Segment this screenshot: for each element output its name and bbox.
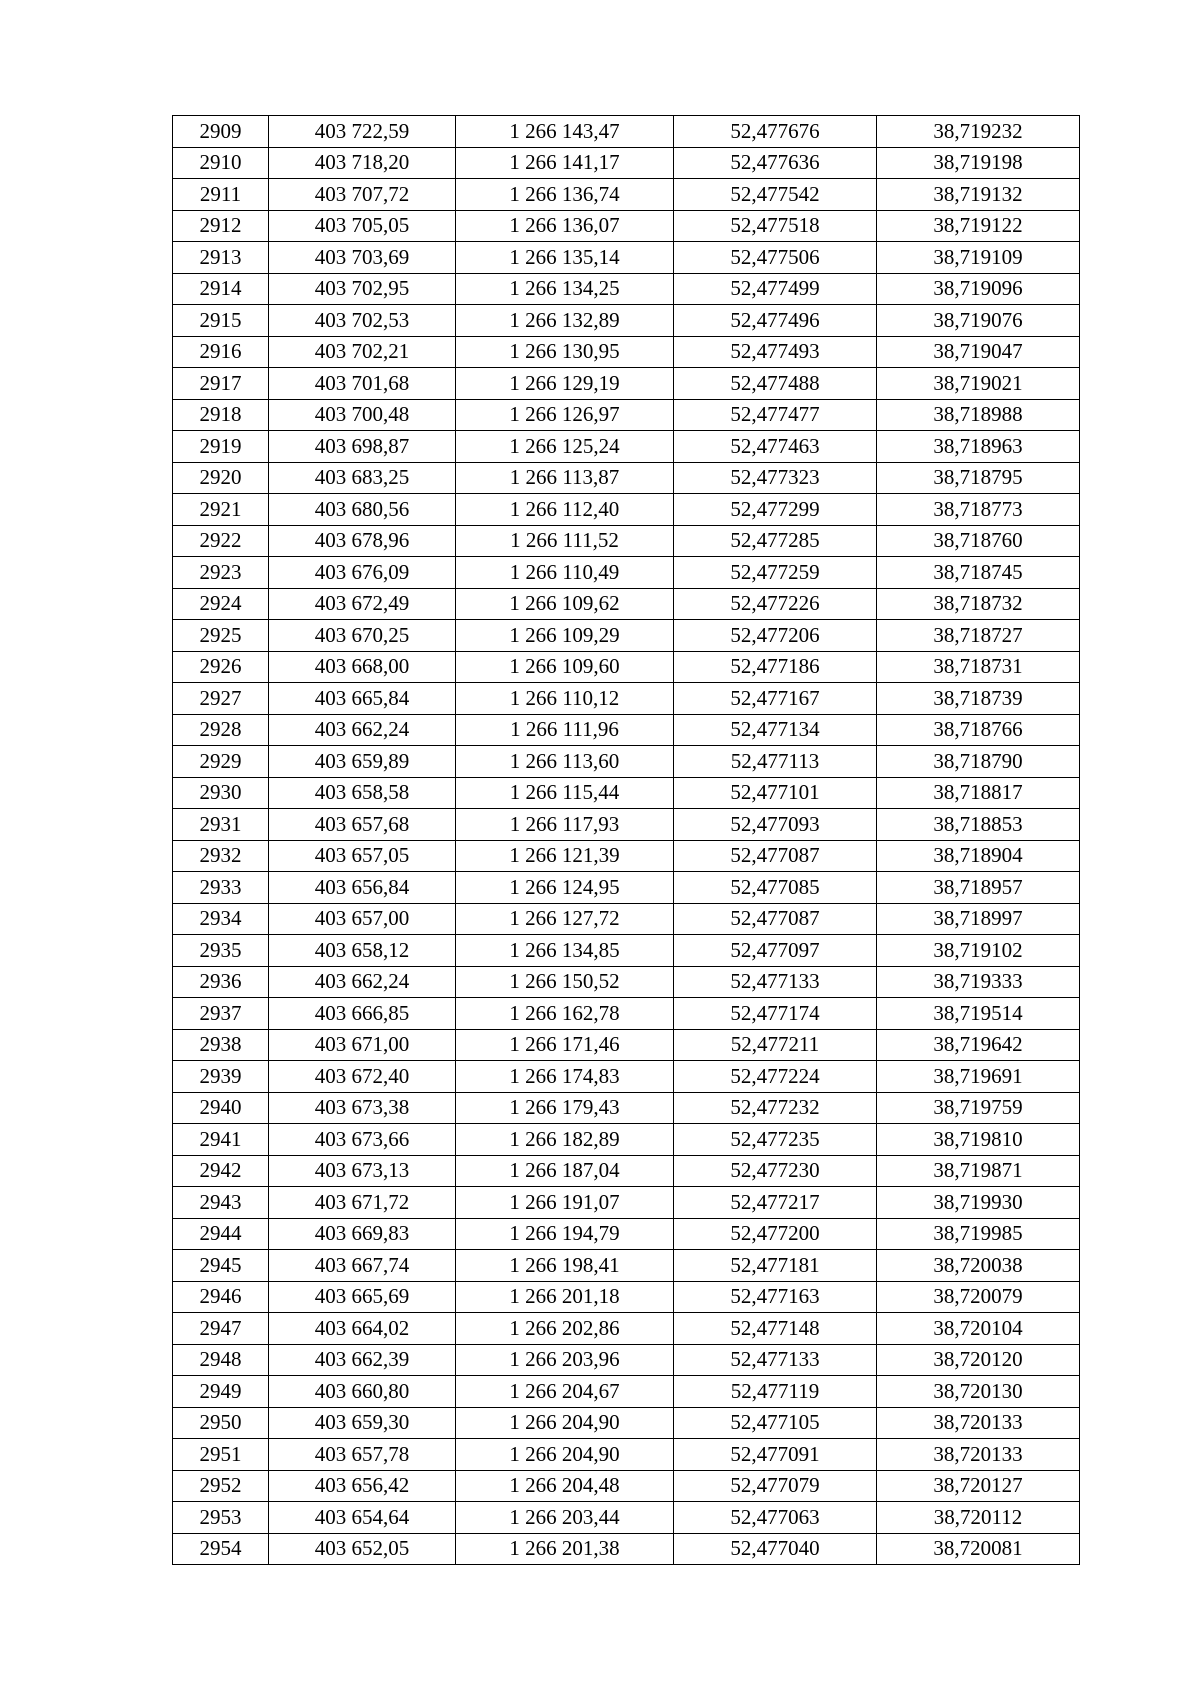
latitude-cell: 52,477488 [674,368,877,400]
table-row [173,998,1080,1030]
longitude-cell: 38,718739 [877,683,1080,715]
x-coordinate-cell: 403 702,95 [269,273,456,305]
x-coordinate-cell: 403 665,84 [269,683,456,715]
longitude-cell: 38,718732 [877,588,1080,620]
point-number-cell: 2949 [173,1376,269,1408]
y-coordinate-cell: 1 266 109,62 [456,588,674,620]
y-coordinate-cell: 1 266 127,72 [456,903,674,935]
table-row [173,557,1080,589]
x-coordinate-cell: 403 652,05 [269,1533,456,1565]
y-coordinate-cell: 1 266 112,40 [456,494,674,526]
latitude-cell: 52,477499 [674,273,877,305]
x-coordinate-cell: 403 700,48 [269,399,456,431]
x-coordinate-cell: 403 702,53 [269,305,456,337]
x-coordinate-cell: 403 666,85 [269,998,456,1030]
longitude-cell: 38,719132 [877,179,1080,211]
longitude-cell: 38,719122 [877,210,1080,242]
latitude-cell: 52,477134 [674,714,877,746]
latitude-cell: 52,477085 [674,872,877,904]
x-coordinate-cell: 403 662,24 [269,966,456,998]
table-row [173,1218,1080,1250]
table-row [173,431,1080,463]
y-coordinate-cell: 1 266 117,93 [456,809,674,841]
y-coordinate-cell: 1 266 203,44 [456,1502,674,1534]
x-coordinate-cell: 403 662,39 [269,1344,456,1376]
latitude-cell: 52,477200 [674,1218,877,1250]
point-number-cell: 2931 [173,809,269,841]
longitude-cell: 38,718790 [877,746,1080,778]
coordinates-table-body [173,116,1080,1565]
x-coordinate-cell: 403 671,72 [269,1187,456,1219]
point-number-cell: 2919 [173,431,269,463]
point-number-cell: 2920 [173,462,269,494]
y-coordinate-cell: 1 266 126,97 [456,399,674,431]
point-number-cell: 2946 [173,1281,269,1313]
latitude-cell: 52,477506 [674,242,877,274]
longitude-cell: 38,719759 [877,1092,1080,1124]
y-coordinate-cell: 1 266 141,17 [456,147,674,179]
longitude-cell: 38,720120 [877,1344,1080,1376]
y-coordinate-cell: 1 266 201,18 [456,1281,674,1313]
point-number-cell: 2911 [173,179,269,211]
longitude-cell: 38,718727 [877,620,1080,652]
latitude-cell: 52,477636 [674,147,877,179]
y-coordinate-cell: 1 266 201,38 [456,1533,674,1565]
x-coordinate-cell: 403 722,59 [269,116,456,148]
latitude-cell: 52,477230 [674,1155,877,1187]
latitude-cell: 52,477093 [674,809,877,841]
longitude-cell: 38,720133 [877,1407,1080,1439]
longitude-cell: 38,718997 [877,903,1080,935]
point-number-cell: 2953 [173,1502,269,1534]
longitude-cell: 38,719096 [877,273,1080,305]
table-row [173,777,1080,809]
x-coordinate-cell: 403 656,84 [269,872,456,904]
x-coordinate-cell: 403 667,74 [269,1250,456,1282]
point-number-cell: 2922 [173,525,269,557]
x-coordinate-cell: 403 669,83 [269,1218,456,1250]
latitude-cell: 52,477463 [674,431,877,463]
x-coordinate-cell: 403 670,25 [269,620,456,652]
table-row [173,620,1080,652]
longitude-cell: 38,720038 [877,1250,1080,1282]
latitude-cell: 52,477181 [674,1250,877,1282]
longitude-cell: 38,718773 [877,494,1080,526]
latitude-cell: 52,477105 [674,1407,877,1439]
point-number-cell: 2944 [173,1218,269,1250]
y-coordinate-cell: 1 266 171,46 [456,1029,674,1061]
longitude-cell: 38,719985 [877,1218,1080,1250]
longitude-cell: 38,718853 [877,809,1080,841]
table-row [173,1029,1080,1061]
longitude-cell: 38,720133 [877,1439,1080,1471]
x-coordinate-cell: 403 672,40 [269,1061,456,1093]
table-row [173,462,1080,494]
longitude-cell: 38,718731 [877,651,1080,683]
y-coordinate-cell: 1 266 194,79 [456,1218,674,1250]
longitude-cell: 38,720130 [877,1376,1080,1408]
x-coordinate-cell: 403 658,58 [269,777,456,809]
longitude-cell: 38,719333 [877,966,1080,998]
table-row [173,494,1080,526]
point-number-cell: 2933 [173,872,269,904]
y-coordinate-cell: 1 266 136,07 [456,210,674,242]
latitude-cell: 52,477232 [674,1092,877,1124]
table-row [173,1376,1080,1408]
point-number-cell: 2930 [173,777,269,809]
point-number-cell: 2917 [173,368,269,400]
point-number-cell: 2914 [173,273,269,305]
latitude-cell: 52,477167 [674,683,877,715]
table-row [173,1439,1080,1471]
latitude-cell: 52,477087 [674,840,877,872]
table-row [173,588,1080,620]
y-coordinate-cell: 1 266 125,24 [456,431,674,463]
y-coordinate-cell: 1 266 143,47 [456,116,674,148]
y-coordinate-cell: 1 266 204,90 [456,1439,674,1471]
point-number-cell: 2951 [173,1439,269,1471]
x-coordinate-cell: 403 705,05 [269,210,456,242]
x-coordinate-cell: 403 659,89 [269,746,456,778]
latitude-cell: 52,477299 [674,494,877,526]
latitude-cell: 52,477101 [674,777,877,809]
latitude-cell: 52,477091 [674,1439,877,1471]
y-coordinate-cell: 1 266 187,04 [456,1155,674,1187]
table-row [173,1502,1080,1534]
point-number-cell: 2909 [173,116,269,148]
point-number-cell: 2928 [173,714,269,746]
latitude-cell: 52,477496 [674,305,877,337]
latitude-cell: 52,477226 [674,588,877,620]
x-coordinate-cell: 403 703,69 [269,242,456,274]
point-number-cell: 2921 [173,494,269,526]
table-row [173,368,1080,400]
y-coordinate-cell: 1 266 115,44 [456,777,674,809]
latitude-cell: 52,477163 [674,1281,877,1313]
y-coordinate-cell: 1 266 136,74 [456,179,674,211]
point-number-cell: 2934 [173,903,269,935]
longitude-cell: 38,720079 [877,1281,1080,1313]
latitude-cell: 52,477211 [674,1029,877,1061]
table-row [173,242,1080,274]
x-coordinate-cell: 403 673,66 [269,1124,456,1156]
x-coordinate-cell: 403 658,12 [269,935,456,967]
table-row [173,872,1080,904]
table-row [173,1155,1080,1187]
y-coordinate-cell: 1 266 109,29 [456,620,674,652]
x-coordinate-cell: 403 676,09 [269,557,456,589]
point-number-cell: 2915 [173,305,269,337]
x-coordinate-cell: 403 718,20 [269,147,456,179]
point-number-cell: 2940 [173,1092,269,1124]
point-number-cell: 2945 [173,1250,269,1282]
table-row [173,1344,1080,1376]
table-row [173,840,1080,872]
latitude-cell: 52,477087 [674,903,877,935]
point-number-cell: 2948 [173,1344,269,1376]
point-number-cell: 2947 [173,1313,269,1345]
table-row [173,179,1080,211]
table-row [173,147,1080,179]
longitude-cell: 38,718957 [877,872,1080,904]
point-number-cell: 2932 [173,840,269,872]
latitude-cell: 52,477285 [674,525,877,557]
y-coordinate-cell: 1 266 111,52 [456,525,674,557]
table-row [173,525,1080,557]
y-coordinate-cell: 1 266 204,48 [456,1470,674,1502]
coordinates-table [172,115,1080,1565]
point-number-cell: 2925 [173,620,269,652]
longitude-cell: 38,719810 [877,1124,1080,1156]
longitude-cell: 38,720081 [877,1533,1080,1565]
x-coordinate-cell: 403 657,05 [269,840,456,872]
table-row [173,1187,1080,1219]
point-number-cell: 2929 [173,746,269,778]
point-number-cell: 2927 [173,683,269,715]
y-coordinate-cell: 1 266 121,39 [456,840,674,872]
table-row [173,1533,1080,1565]
y-coordinate-cell: 1 266 110,49 [456,557,674,589]
latitude-cell: 52,477063 [674,1502,877,1534]
point-number-cell: 2939 [173,1061,269,1093]
table-row [173,116,1080,148]
x-coordinate-cell: 403 672,49 [269,588,456,620]
x-coordinate-cell: 403 680,56 [269,494,456,526]
latitude-cell: 52,477133 [674,1344,877,1376]
x-coordinate-cell: 403 701,68 [269,368,456,400]
table-row [173,651,1080,683]
x-coordinate-cell: 403 671,00 [269,1029,456,1061]
longitude-cell: 38,718795 [877,462,1080,494]
longitude-cell: 38,718963 [877,431,1080,463]
y-coordinate-cell: 1 266 179,43 [456,1092,674,1124]
x-coordinate-cell: 403 678,96 [269,525,456,557]
y-coordinate-cell: 1 266 124,95 [456,872,674,904]
y-coordinate-cell: 1 266 111,96 [456,714,674,746]
x-coordinate-cell: 403 665,69 [269,1281,456,1313]
longitude-cell: 38,719871 [877,1155,1080,1187]
longitude-cell: 38,719076 [877,305,1080,337]
table-row [173,683,1080,715]
table-row [173,1313,1080,1345]
table-row [173,903,1080,935]
point-number-cell: 2935 [173,935,269,967]
x-coordinate-cell: 403 656,42 [269,1470,456,1502]
longitude-cell: 38,719514 [877,998,1080,1030]
y-coordinate-cell: 1 266 113,87 [456,462,674,494]
latitude-cell: 52,477097 [674,935,877,967]
longitude-cell: 38,718904 [877,840,1080,872]
table-row [173,210,1080,242]
longitude-cell: 38,719930 [877,1187,1080,1219]
y-coordinate-cell: 1 266 134,85 [456,935,674,967]
latitude-cell: 52,477542 [674,179,877,211]
longitude-cell: 38,718766 [877,714,1080,746]
longitude-cell: 38,719198 [877,147,1080,179]
point-number-cell: 2918 [173,399,269,431]
table-row [173,1281,1080,1313]
table-row [173,1250,1080,1282]
table-row [173,1061,1080,1093]
table-row [173,746,1080,778]
x-coordinate-cell: 403 673,13 [269,1155,456,1187]
point-number-cell: 2941 [173,1124,269,1156]
table-row [173,1407,1080,1439]
latitude-cell: 52,477079 [674,1470,877,1502]
x-coordinate-cell: 403 702,21 [269,336,456,368]
latitude-cell: 52,477148 [674,1313,877,1345]
y-coordinate-cell: 1 266 109,60 [456,651,674,683]
y-coordinate-cell: 1 266 182,89 [456,1124,674,1156]
point-number-cell: 2923 [173,557,269,589]
latitude-cell: 52,477235 [674,1124,877,1156]
latitude-cell: 52,477217 [674,1187,877,1219]
point-number-cell: 2954 [173,1533,269,1565]
x-coordinate-cell: 403 657,68 [269,809,456,841]
y-coordinate-cell: 1 266 202,86 [456,1313,674,1345]
x-coordinate-cell: 403 707,72 [269,179,456,211]
y-coordinate-cell: 1 266 204,67 [456,1376,674,1408]
longitude-cell: 38,718988 [877,399,1080,431]
table-row [173,399,1080,431]
table-row [173,1092,1080,1124]
x-coordinate-cell: 403 664,02 [269,1313,456,1345]
y-coordinate-cell: 1 266 135,14 [456,242,674,274]
x-coordinate-cell: 403 668,00 [269,651,456,683]
y-coordinate-cell: 1 266 113,60 [456,746,674,778]
y-coordinate-cell: 1 266 132,89 [456,305,674,337]
point-number-cell: 2936 [173,966,269,998]
x-coordinate-cell: 403 698,87 [269,431,456,463]
y-coordinate-cell: 1 266 130,95 [456,336,674,368]
table-row [173,966,1080,998]
point-number-cell: 2924 [173,588,269,620]
table-row [173,809,1080,841]
longitude-cell: 38,719691 [877,1061,1080,1093]
x-coordinate-cell: 403 683,25 [269,462,456,494]
point-number-cell: 2913 [173,242,269,274]
latitude-cell: 52,477133 [674,966,877,998]
y-coordinate-cell: 1 266 129,19 [456,368,674,400]
longitude-cell: 38,719642 [877,1029,1080,1061]
longitude-cell: 38,720104 [877,1313,1080,1345]
latitude-cell: 52,477113 [674,746,877,778]
y-coordinate-cell: 1 266 174,83 [456,1061,674,1093]
point-number-cell: 2910 [173,147,269,179]
table-row [173,714,1080,746]
point-number-cell: 2912 [173,210,269,242]
y-coordinate-cell: 1 266 134,25 [456,273,674,305]
latitude-cell: 52,477259 [674,557,877,589]
longitude-cell: 38,719021 [877,368,1080,400]
latitude-cell: 52,477323 [674,462,877,494]
y-coordinate-cell: 1 266 204,90 [456,1407,674,1439]
x-coordinate-cell: 403 654,64 [269,1502,456,1534]
longitude-cell: 38,719232 [877,116,1080,148]
longitude-cell: 38,718745 [877,557,1080,589]
y-coordinate-cell: 1 266 150,52 [456,966,674,998]
longitude-cell: 38,719102 [877,935,1080,967]
y-coordinate-cell: 1 266 162,78 [456,998,674,1030]
latitude-cell: 52,477186 [674,651,877,683]
latitude-cell: 52,477224 [674,1061,877,1093]
latitude-cell: 52,477040 [674,1533,877,1565]
latitude-cell: 52,477493 [674,336,877,368]
latitude-cell: 52,477206 [674,620,877,652]
x-coordinate-cell: 403 659,30 [269,1407,456,1439]
longitude-cell: 38,719109 [877,242,1080,274]
point-number-cell: 2938 [173,1029,269,1061]
latitude-cell: 52,477477 [674,399,877,431]
x-coordinate-cell: 403 660,80 [269,1376,456,1408]
longitude-cell: 38,718760 [877,525,1080,557]
x-coordinate-cell: 403 657,00 [269,903,456,935]
longitude-cell: 38,719047 [877,336,1080,368]
point-number-cell: 2926 [173,651,269,683]
table-row [173,1470,1080,1502]
longitude-cell: 38,720112 [877,1502,1080,1534]
table-row [173,273,1080,305]
point-number-cell: 2952 [173,1470,269,1502]
point-number-cell: 2937 [173,998,269,1030]
table-row [173,935,1080,967]
table-row [173,1124,1080,1156]
y-coordinate-cell: 1 266 191,07 [456,1187,674,1219]
point-number-cell: 2943 [173,1187,269,1219]
point-number-cell: 2950 [173,1407,269,1439]
y-coordinate-cell: 1 266 198,41 [456,1250,674,1282]
longitude-cell: 38,720127 [877,1470,1080,1502]
table-row [173,305,1080,337]
y-coordinate-cell: 1 266 203,96 [456,1344,674,1376]
latitude-cell: 52,477174 [674,998,877,1030]
y-coordinate-cell: 1 266 110,12 [456,683,674,715]
x-coordinate-cell: 403 657,78 [269,1439,456,1471]
latitude-cell: 52,477518 [674,210,877,242]
latitude-cell: 52,477676 [674,116,877,148]
x-coordinate-cell: 403 662,24 [269,714,456,746]
point-number-cell: 2942 [173,1155,269,1187]
x-coordinate-cell: 403 673,38 [269,1092,456,1124]
table-row [173,336,1080,368]
latitude-cell: 52,477119 [674,1376,877,1408]
longitude-cell: 38,718817 [877,777,1080,809]
point-number-cell: 2916 [173,336,269,368]
